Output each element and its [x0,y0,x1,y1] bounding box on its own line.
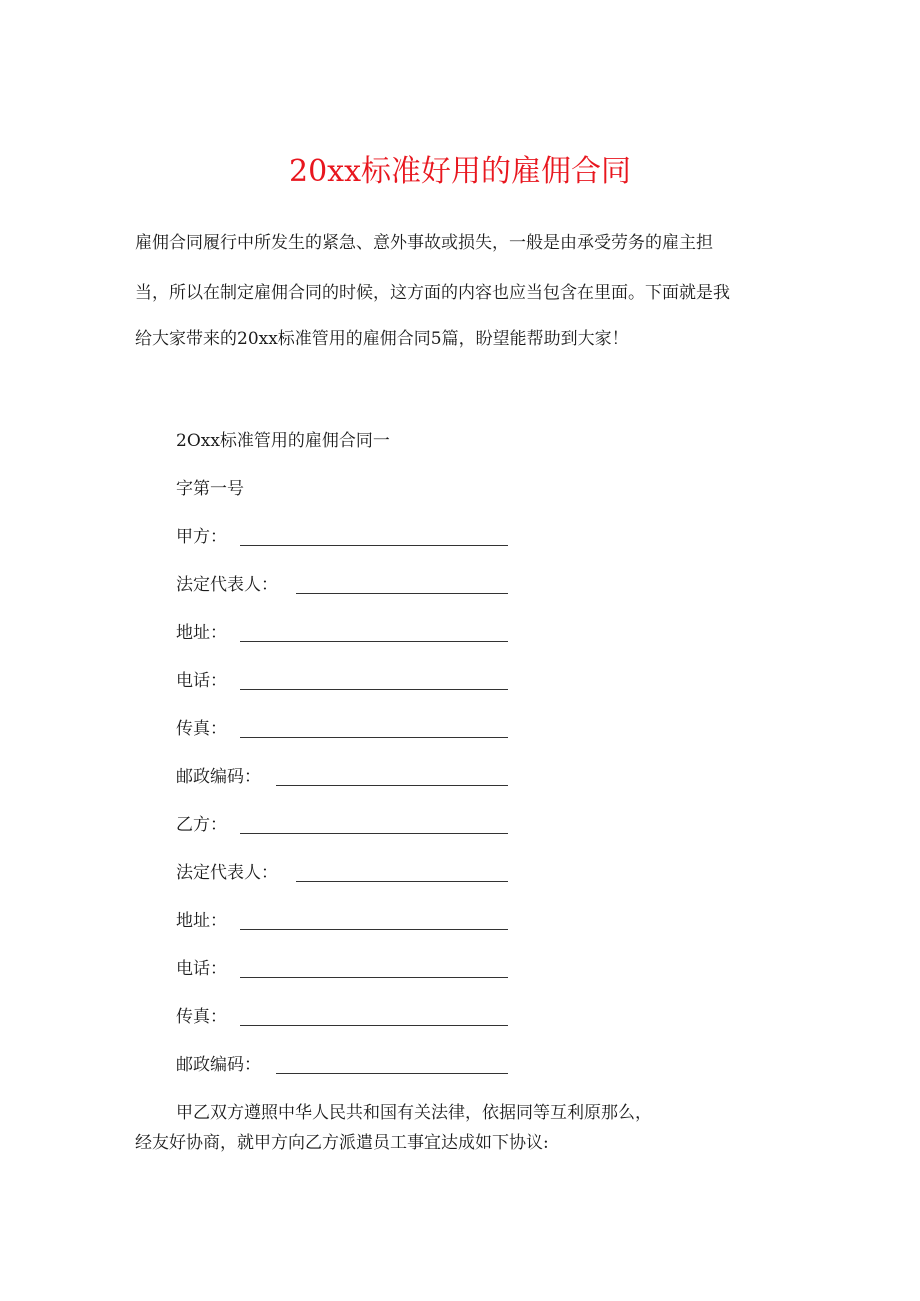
party-b-field [176,810,516,834]
party-b-postcode-label: 邮政编码： [176,1055,261,1075]
section-heading: 2Oxx标准管用的雇佣合同一 [176,431,390,451]
doc-number: 字第一号 [176,479,244,499]
party-a-postcode-field [176,762,516,786]
party-b-phone-field [176,954,516,978]
party-b-postcode-field [176,1050,516,1074]
party-a-rep-field [176,570,516,594]
party-a-postcode-line [276,785,508,786]
party-a-phone-field [176,666,516,690]
party-a-fax-field [176,714,516,738]
party-a-address-label: 地址： [176,623,227,643]
party-b-phone-label: 电话： [176,959,227,979]
party-b-rep-line [296,881,508,882]
party-b-fax-line [240,1025,508,1026]
party-b-address-label: 地址： [176,911,227,931]
party-a-field [176,522,516,546]
party-b-postcode-line [276,1073,508,1074]
party-b-rep-field [176,858,516,882]
party-a-postcode-label: 邮政编码： [176,767,261,787]
party-a-phone-label: 电话： [176,671,227,691]
party-b-label: 乙方： [176,815,227,835]
party-a-fax-label: 传真： [176,719,227,739]
intro-line-1: 雇佣合同履行中所发生的紧急、意外事故或损失，一般是由承受劳务的雇主担 [135,233,713,253]
party-b-line [240,833,508,834]
party-a-address-line [240,641,508,642]
party-a-rep-label: 法定代表人： [176,575,278,595]
agreement-line-1: 甲乙双方遵照中华人民共和国有关法律，依据同等互利原那么， [176,1103,652,1123]
party-b-fax-label: 传真： [176,1007,227,1027]
party-b-fax-field [176,1002,516,1026]
party-b-rep-label: 法定代表人： [176,863,278,883]
intro-line-2: 当，所以在制定雇佣合同的时候，这方面的内容也应当包含在里面。下面就是我 [135,283,730,303]
party-a-label: 甲方： [176,527,227,547]
party-b-address-line [240,929,508,930]
party-a-line [240,545,508,546]
party-a-address-field [176,618,516,642]
agreement-line-2: 经友好协商，就甲方向乙方派遣员工事宜达成如下协议: [135,1133,549,1153]
document-title: 20xx标准好用的雇佣合同 [288,154,631,189]
intro-line-3: 给大家带来的20xx标准管用的雇佣合同5篇，盼望能帮助到大家！ [135,329,629,349]
party-a-fax-line [240,737,508,738]
party-a-rep-line [296,593,508,594]
party-b-address-field [176,906,516,930]
party-b-phone-line [240,977,508,978]
party-a-phone-line [240,689,508,690]
